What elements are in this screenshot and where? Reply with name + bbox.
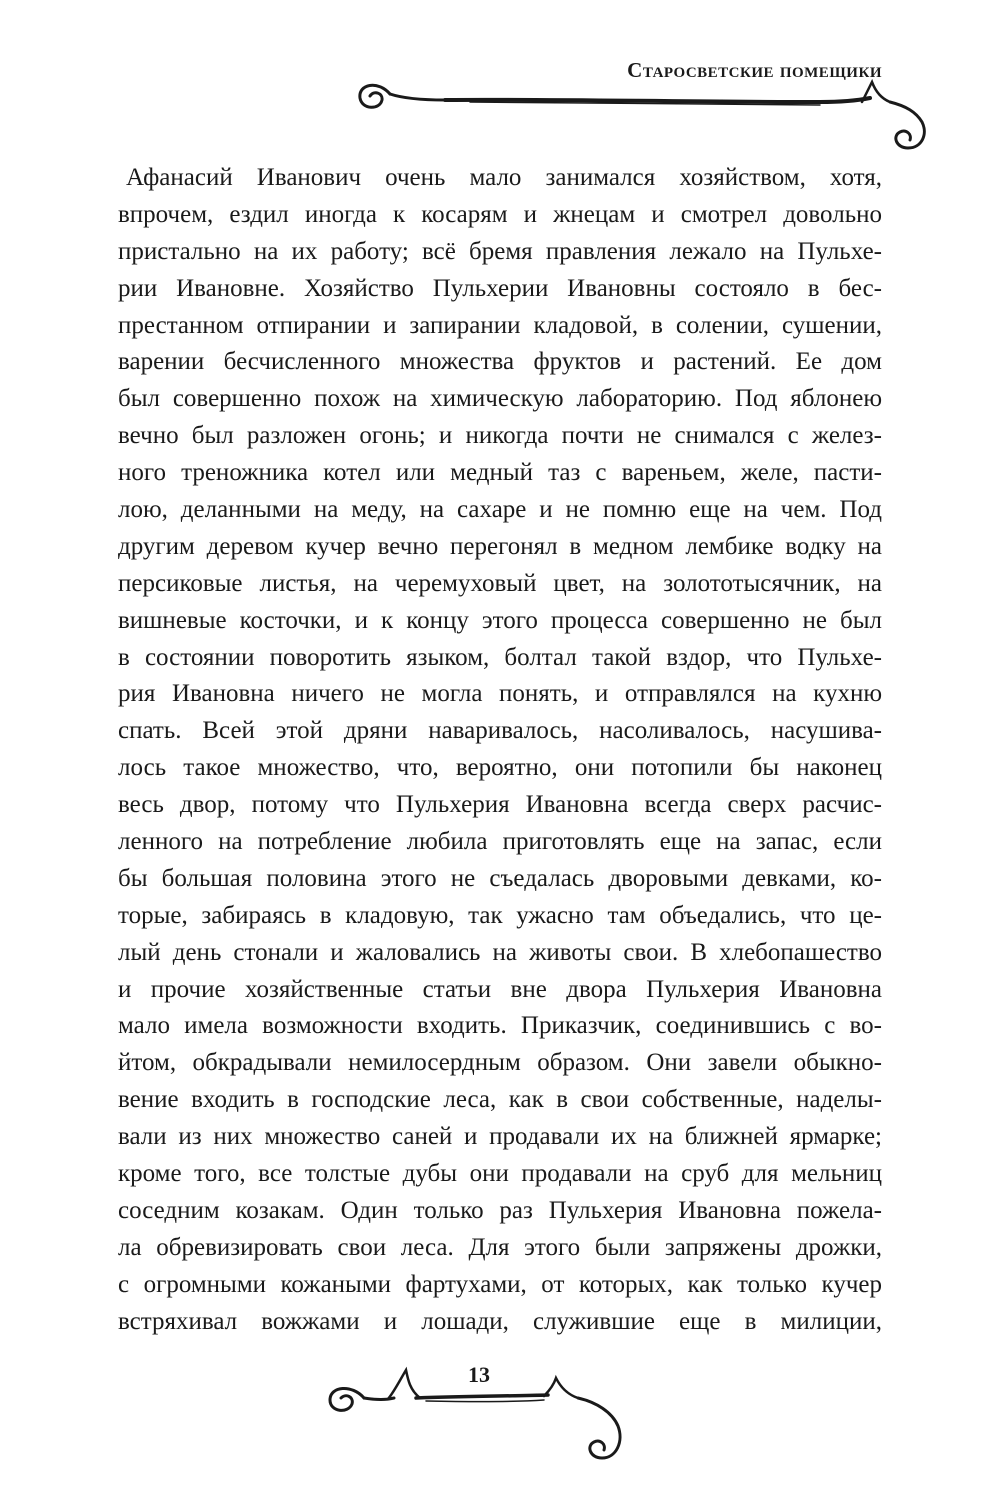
text-line: в состоянии поворотить языком, болтал такой вздор, что Пульхе- — [118, 643, 882, 671]
text-line: торые, забираясь в кладовую, так ужасно там объедались, что це- — [118, 901, 882, 929]
text-line: вечно был разложен огонь; и никогда почти не снимался с желез- — [118, 422, 882, 450]
text-line: с огромными кожаными фартухами, от которых, как только кучер — [118, 1270, 882, 1298]
page-number: 13 — [468, 1362, 490, 1387]
text-line: был совершенно похож на химическую лабораторию. Под яблонею — [118, 385, 882, 413]
text-line: ла обревизировать свои леса. Для этого были запряжены дрожки, — [118, 1233, 882, 1261]
text-line: ного треножника котел или медный таз с вареньем, желе, пасти- — [118, 459, 882, 487]
text-line: лый день стонали и жаловались на животы свои. В хлебопашество — [118, 938, 882, 966]
text-line: соседним козакам. Один только раз Пульхерия Ивановна пожела- — [118, 1196, 882, 1224]
running-title: Старосветские помещики — [627, 58, 882, 82]
text-line: вение входить в господские леса, как в свои собственные, наделы- — [118, 1086, 882, 1114]
text-line: и прочие хозяйственные статьи вне двора Пульхерия Ивановна — [118, 975, 882, 1003]
text-line: вишневые косточки, и к концу этого процесса совершенно не был — [118, 606, 882, 634]
text-line: пристально на их работу; всё бремя правления лежало на Пульхе- — [118, 237, 882, 265]
text-line: рия Ивановна ничего не могла понять, и отправлялся на кухню — [118, 680, 882, 708]
text-line: кроме того, все толстые дубы они продавали на сруб для мельниц — [118, 1160, 882, 1188]
header-flourish-ornament — [350, 68, 942, 160]
text-line: варении бесчисленного множества фруктов и растений. Ее дом — [118, 348, 882, 376]
text-line: престанном отпирании и запирании кладовой, в солении, сушении, — [118, 311, 882, 339]
text-line: спать. Всей этой дряни наваривалось, насоливалось, насушива- — [118, 717, 882, 745]
text-line: лою, деланными на меду, на сахаре и не помню еще на чем. Под — [118, 496, 882, 524]
text-line: лось такое множество, что, вероятно, они потопили бы наконец — [118, 754, 882, 782]
text-line: Афанасий Иванович очень мало занимался хозяйством, хотя, — [126, 164, 882, 191]
text-line: йтом, обкрадывали немилосердным образом. Они завели обыкно- — [118, 1049, 882, 1077]
text-line: ленного на потребление любила приготовлять еще на запас, если — [118, 828, 882, 856]
text-line: персиковые листья, на черемуховый цвет, на золототысячник, на — [118, 569, 882, 597]
text-line: вали из них множество саней и продавали их на ближней ярмарке; — [118, 1123, 882, 1151]
body-text — [118, 160, 882, 1341]
text-line: встряхивал вожжами и лошади, служившие еще в милиции, — [118, 1307, 882, 1335]
text-line: бы большая половина этого не съедалась дворовыми девками, ко- — [118, 864, 882, 892]
text-line: рии Ивановне. Хозяйство Пульхерии Ивановны состояло в бес- — [118, 274, 882, 302]
text-line: впрочем, ездил иногда к косарям и жнецам и смотрел довольно — [118, 200, 882, 228]
text-line: мало имела возможности входить. Приказчик, соединившись с во- — [118, 1012, 882, 1040]
text-line: другим деревом кучер вечно перегонял в медном лембике водку на — [118, 532, 882, 560]
text-line: весь двор, потому что Пульхерия Ивановна всегда сверх расчис- — [118, 791, 882, 819]
